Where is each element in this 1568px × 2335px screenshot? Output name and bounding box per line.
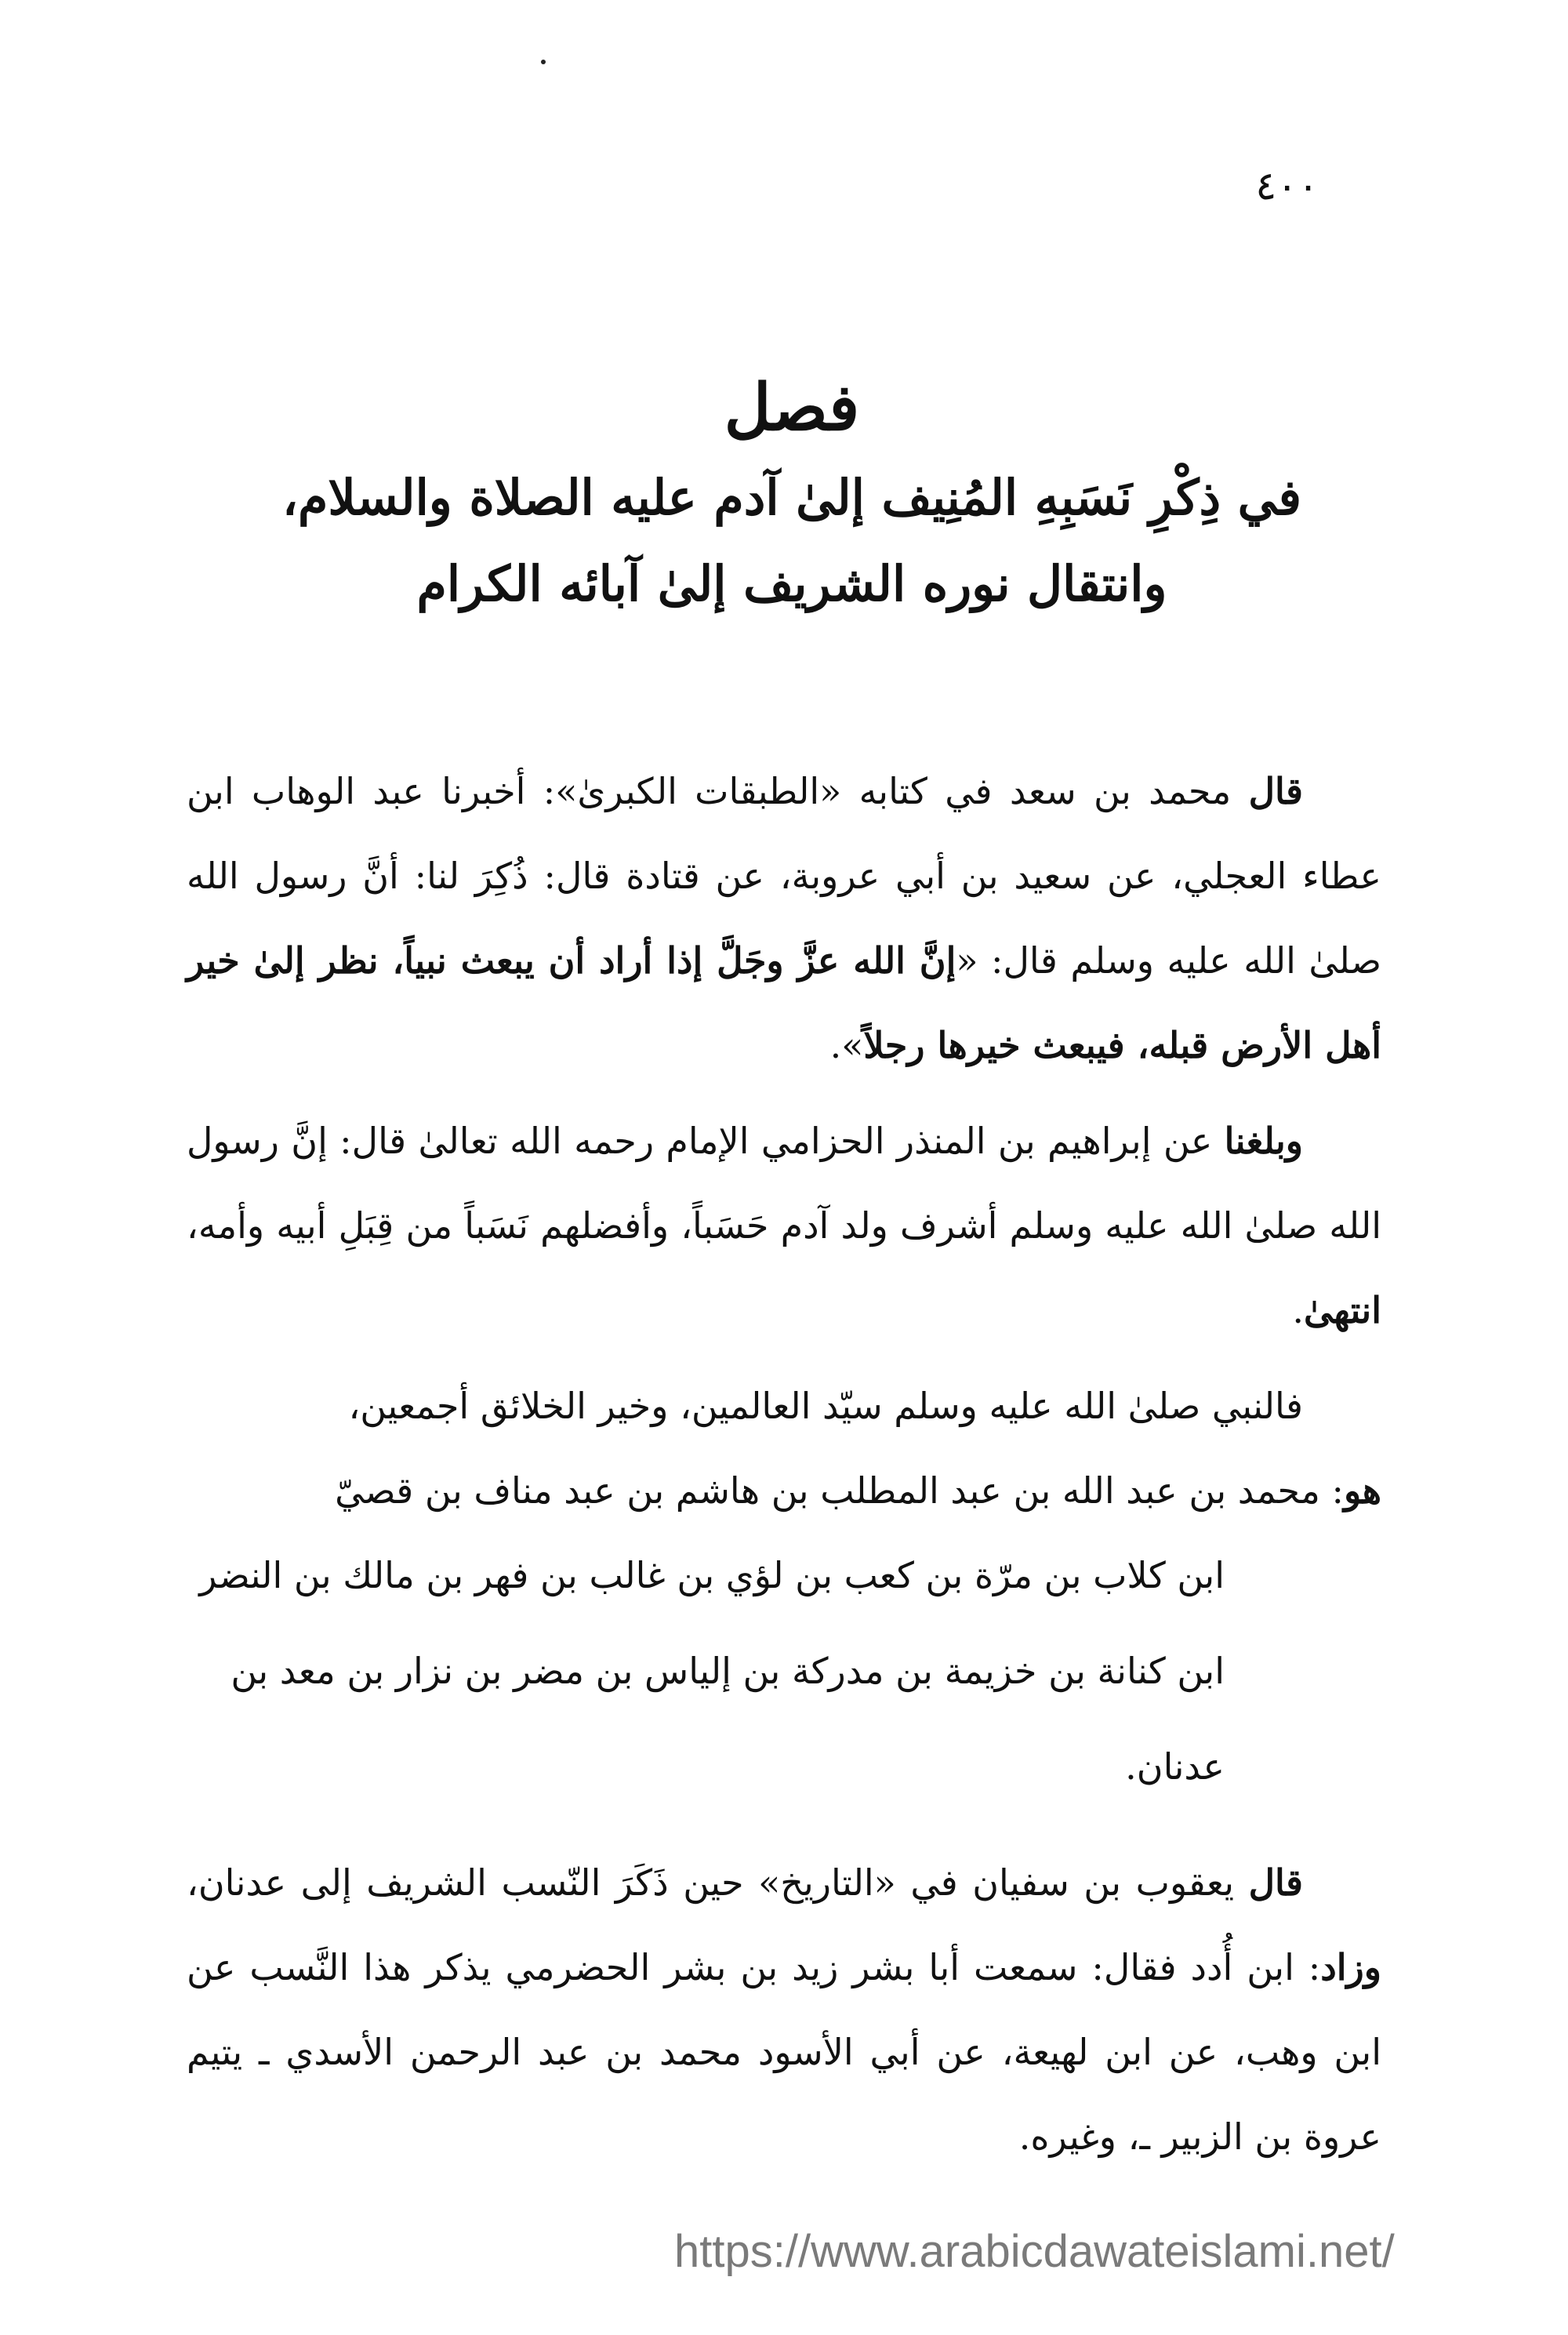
paragraph-yaqub [187,1840,1381,2179]
chapter-title: فصل [724,370,860,445]
paragraph-prophet [187,1364,1381,1448]
chapter-heading [172,361,1411,627]
scan-speck [541,60,546,64]
watermark-url: https://www.arabicdawateislami.net/ [674,2226,1395,2277]
paragraph-ibn-saad [187,749,1381,1088]
paragraph-bold-end: انتهىٰ [1303,1289,1381,1331]
paragraph-text: فالنبي صلىٰ الله عليه وسلم سيّد العالمين، وخير الخلائق أجمعين، [348,1385,1303,1427]
paragraph-lead: وبلغنا [1224,1120,1303,1162]
lineage-line: ابن كنانة بن خزيمة بن مدركة بن إلياس بن مضر بن نزار بن معد بن [230,1650,1225,1692]
paragraph-end: . [1292,1289,1304,1331]
page-number: ٤٠٠ [1255,163,1319,209]
paragraph-lineage-intro [187,1448,1381,1533]
paragraph-end: ». [829,1024,864,1066]
paragraph-text: : محمد بن عبد الله بن عبد المطلب بن هاشم بن عبد مناف بن قصيّ [335,1469,1344,1512]
paragraph-text-2: : ابن أُدد فقال: سمعت أبا بشر زيد بن بشر الحضرمي يذكر هذا النَّسب عن ابن وهب، عن ابن لهيعة، عن أبي الأسود محمد بن عبد الرحمن الأسدي ـ يتيم عروة بن الزبير ـ، وغيره. [187,1946,1381,2158]
lineage-line: عدنان. [1125,1745,1225,1788]
paragraph-lead-2: وزاد [1320,1946,1381,1988]
paragraph-text: عن إبراهيم بن المنذر الحزامي الإمام رحمه الله تعالىٰ قال: إنَّ رسول الله صلىٰ الله عليه وسلم أشرف ولد آدم حَسَباً، وأفضلهم نَسَباً من قِبَلِ أبيه وأمه، [187,1120,1381,1247]
body-text [187,749,1381,2190]
lineage-line: ابن كلاب بن مرّة بن كعب بن لؤي بن غالب بن فهر بن مالك بن النضر [199,1554,1225,1596]
hadith-quote: إنَّ الله عزَّ وجَلَّ إذا أراد أن يبعث نبياً، نظر إلىٰ خير أهل الأرض قبله، فيبعث خيرها رجلاً [187,939,1381,1066]
paragraph-lead: هو [1343,1469,1381,1512]
chapter-subtitle-line-2: وانتقال نوره الشريف إلىٰ آبائه الكرام [416,555,1167,612]
paragraph-text: يعقوب بن سفيان في «التاريخ» حين ذَكَرَ النّسب الشريف إلى عدنان، [187,1861,1249,1904]
paragraph-ibn-mundhir [187,1099,1381,1353]
paragraph-lead: قال [1248,770,1303,812]
paragraph-text: محمد بن سعد في كتابه «الطبقات الكبرىٰ»: أخبرنا عبد الوهاب ابن عطاء العجلي، عن سعيد بن أبي عروبة، عن قتادة قال: ذُكِرَ لنا: أنَّ رسول الله صلىٰ الله عليه وسلم قال: « [187,770,1382,982]
paragraph-lead: قال [1248,1861,1303,1904]
chapter-subtitle-line-1: في ذِكْرِ نَسَبِهِ المُنِيف إلىٰ آدم عليه الصلاة والسلام، [281,469,1301,526]
